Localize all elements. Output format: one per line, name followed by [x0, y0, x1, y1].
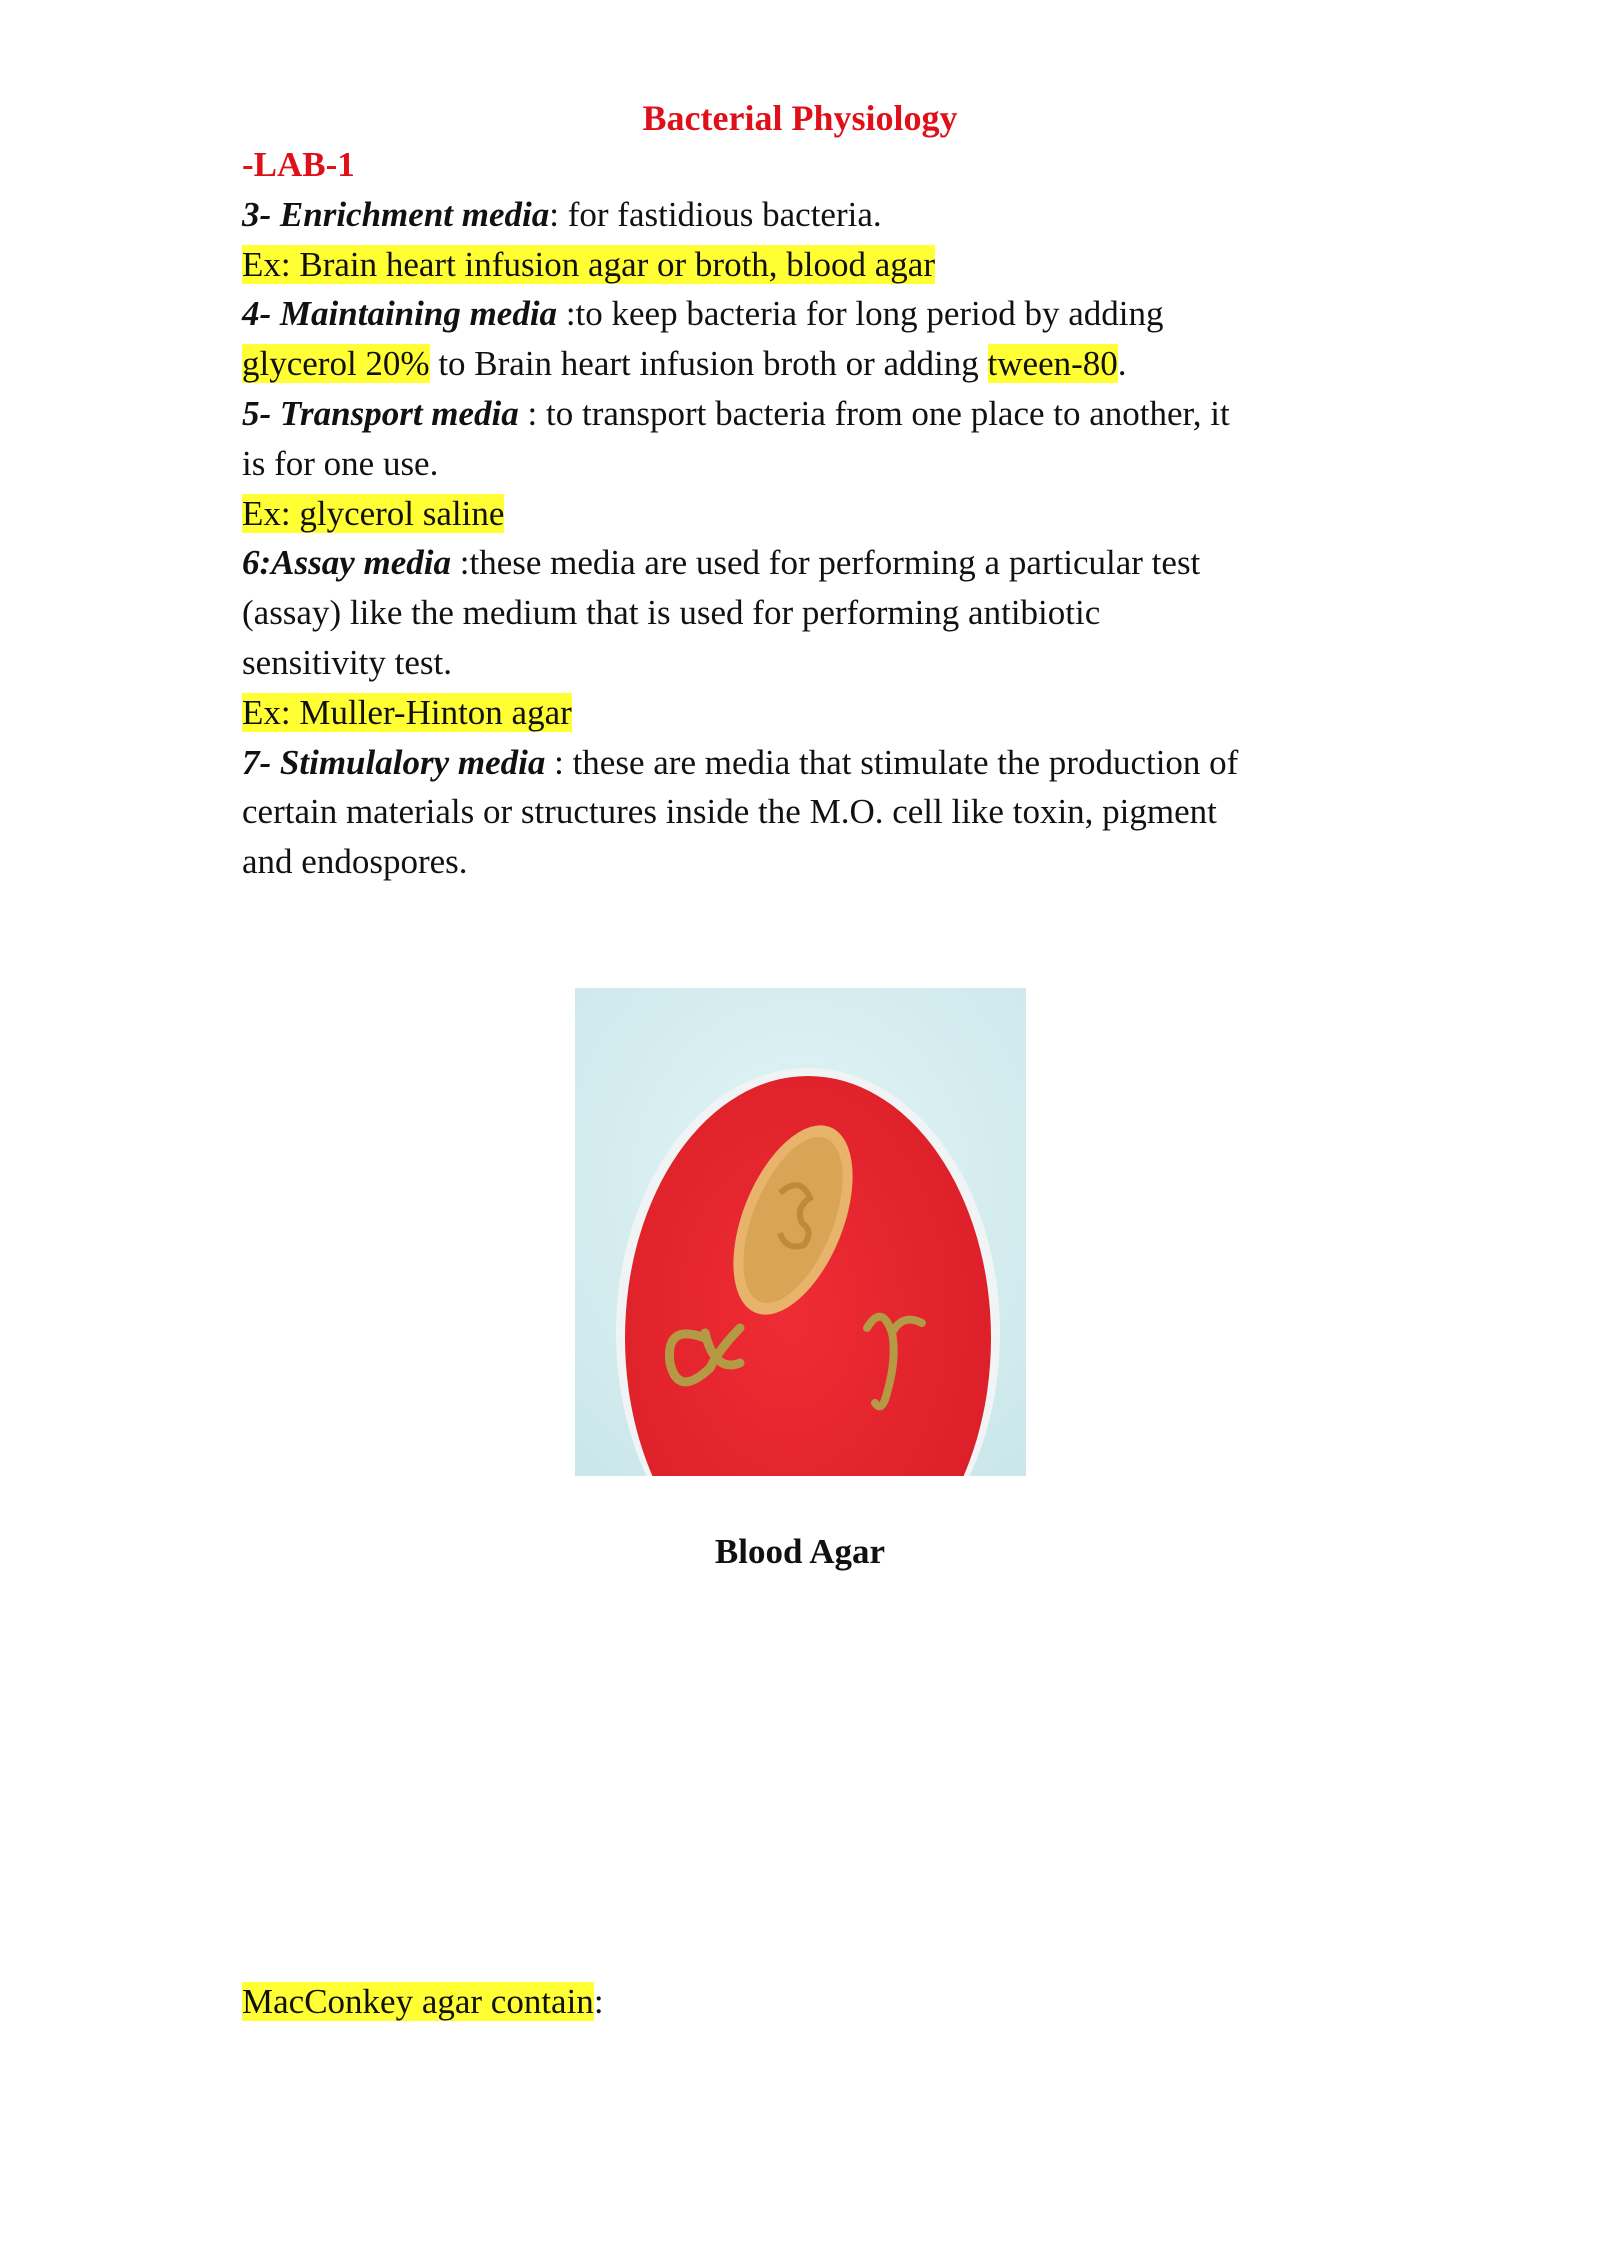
macconkey-heading	[242, 1977, 604, 2026]
transport-media-desc-2: is for one use.	[242, 443, 439, 483]
enrichment-media-entry	[242, 190, 1362, 240]
figure-caption: Blood Agar	[714, 1532, 886, 1571]
stimulatory-media-term: 7- Stimulalory media	[242, 742, 546, 782]
enrichment-media-desc: : for fastidious bacteria.	[549, 194, 882, 234]
blood-agar-plate-illustration	[575, 988, 1026, 1476]
maintaining-media-desc-2: to Brain heart infusion broth or adding	[429, 344, 988, 384]
macconkey-colon: :	[593, 1982, 604, 2021]
tween-highlight: tween-80	[987, 344, 1118, 384]
maintaining-media-term: 4- Maintaining media	[242, 294, 558, 334]
glycerol-highlight: glycerol 20%	[242, 344, 430, 384]
transport-media-term: 5- Transport media	[242, 393, 519, 433]
stimulatory-media-desc-2: certain materials or structures inside the M.O. cell like toxin, pigment	[242, 792, 1217, 832]
assay-media-term: 6:Assay media	[242, 543, 452, 583]
enrichment-media-term: 3- Enrichment media	[242, 194, 550, 234]
transport-media-entry	[242, 389, 1362, 439]
transport-media-desc: : to transport bacteria from one place to another, it	[518, 393, 1230, 433]
maintaining-media-end: .	[1117, 344, 1127, 384]
lab-label: -LAB-1	[242, 145, 355, 184]
maintaining-media-entry	[242, 289, 1362, 339]
assay-media-desc-2: (assay) like the medium that is used for performing antibiotic	[242, 593, 1101, 633]
assay-media-desc-3: sensitivity test.	[242, 642, 452, 682]
stimulatory-media-desc: : these are media that stimulate the production of	[545, 742, 1239, 782]
assay-media-example: Ex: Muller-Hinton agar	[242, 692, 572, 732]
blood-agar-photo	[575, 988, 1026, 1476]
stimulatory-media-entry	[242, 738, 1362, 788]
transport-media-example: Ex: glycerol saline	[242, 493, 505, 533]
page-title: Bacterial Physiology	[642, 98, 958, 138]
assay-media-entry	[242, 538, 1362, 588]
document-body	[242, 140, 1362, 887]
maintaining-media-desc: :to keep bacteria for long period by adding	[557, 294, 1164, 334]
macconkey-label: MacConkey agar contain	[242, 1982, 594, 2021]
assay-media-desc: :these media are used for performing a particular test	[451, 543, 1201, 583]
stimulatory-media-desc-3: and endospores.	[242, 842, 468, 882]
enrichment-media-example: Ex: Brain heart infusion agar or broth, blood agar	[242, 244, 935, 284]
